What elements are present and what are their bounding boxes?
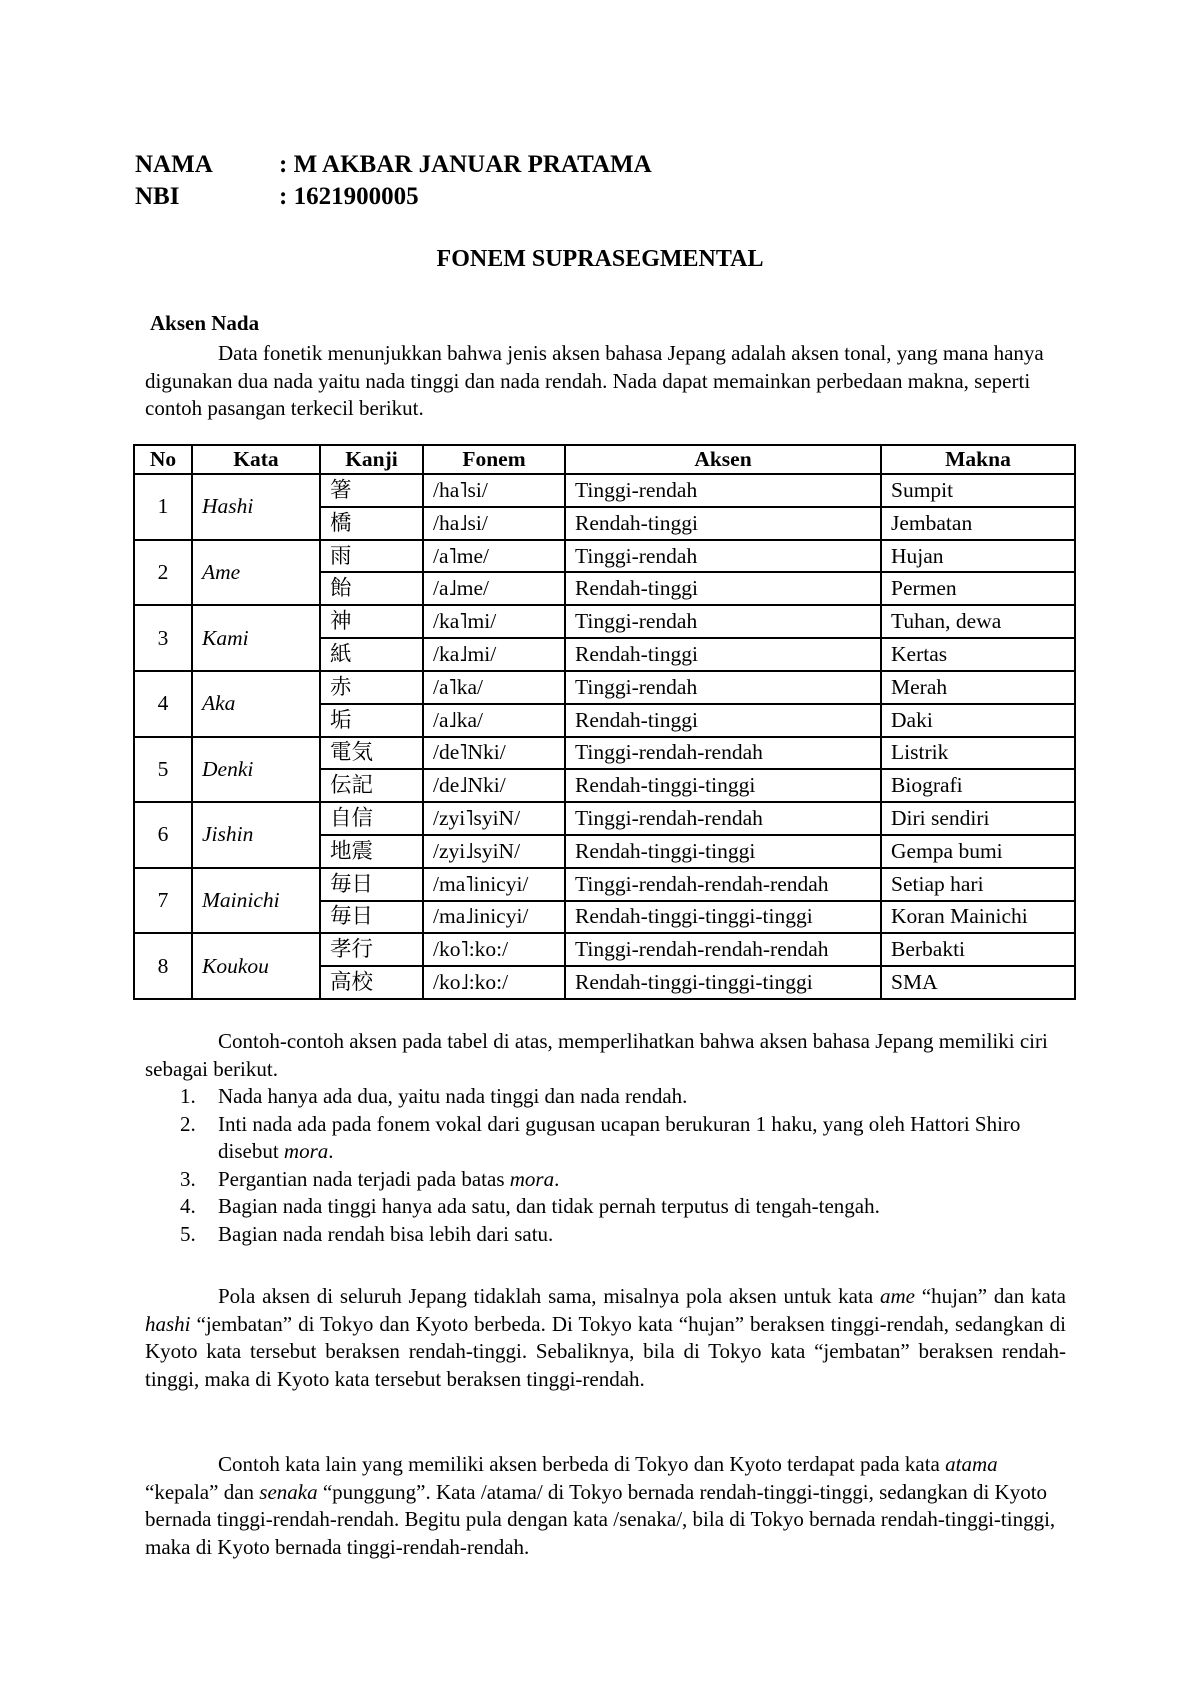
table-row [134,605,1075,638]
cell-kata: Jishin [192,802,320,868]
nbi-label: NBI [135,183,180,210]
cell-kata: Kami [192,605,320,671]
cell-fonem: /zyi˥syiN/ [423,802,565,835]
cell-no: 6 [134,802,192,868]
cell-fonem: /ma˥inicyi/ [423,868,565,901]
cell-kanji: 高校 [320,966,423,999]
cell-fonem: /ko˩:ko:/ [423,966,565,999]
list-item: 2. Inti nada ada pada fonem vokal dari gugusan ucapan berukuran 1 haku, yang oleh Hattori Shiro disebut mora. [180,1111,1021,1163]
cell-kanji: 神 [320,605,423,638]
cell-kata: Ame [192,540,320,606]
after-table-text: Contoh-contoh aksen pada tabel di atas, memperlihatkan bahwa aksen bahasa Jepang memiliki ciri sebagai berikut. [145,1029,1048,1081]
after-table-paragraph [145,1028,1066,1083]
pola-paragraph: Pola aksen di seluruh Jepang tidaklah sama, misalnya pola aksen untuk kata ame “hujan” dan kata hashi “jembatan” di Tokyo dan Kyoto berbeda. Di Tokyo kata “hujan” beraksen tinggi-rendah, sedangkan di Kyoto kata tersebut beraksen rendah-tinggi. Sebaliknya, bila di Tokyo kata “jembatan” beraksen rendah-tinggi, maka di Kyoto kata tersebut beraksen tinggi-rendah. [145,1284,1067,1391]
cell-kanji: 電気 [320,737,423,770]
cell-fonem: /de˥Nki/ [423,737,565,770]
cell-aksen: Rendah-tinggi [565,507,881,540]
cell-aksen: Tinggi-rendah [565,540,881,573]
cell-makna: Merah [881,671,1075,704]
cell-no: 8 [134,933,192,999]
cell-fonem: /ha˩si/ [423,507,565,540]
cell-kanji: 自信 [320,802,423,835]
cell-makna: Sumpit [881,474,1075,507]
cell-fonem: /ka˩mi/ [423,638,565,671]
cell-kanji: 毎日 [320,901,423,934]
cell-no: 5 [134,737,192,803]
cell-makna: Setiap hari [881,868,1075,901]
table-row [134,474,1075,507]
cell-kanji: 橋 [320,507,423,540]
cell-no: 1 [134,474,192,540]
cell-aksen: Tinggi-rendah [565,605,881,638]
list-item: 3. Pergantian nada terjadi pada batas mora. [180,1166,560,1191]
cell-kanji: 垢 [320,704,423,737]
cell-kanji: 箸 [320,474,423,507]
cell-aksen: Rendah-tinggi-tinggi-tinggi [565,901,881,934]
table-row [134,802,1075,835]
page-title: FONEM SUPRASEGMENTAL [436,246,764,272]
header-no: No [134,445,192,474]
cell-aksen: Tinggi-rendah-rendah-rendah [565,868,881,901]
cell-kata: Mainichi [192,868,320,934]
cell-kanji: 地震 [320,835,423,868]
cell-makna: Jembatan [881,507,1075,540]
cell-kata: Denki [192,737,320,803]
intro-text: Data fonetik menunjukkan bahwa jenis aksen bahasa Jepang adalah aksen tonal, yang mana hanya digunakan dua nada yaitu nada tinggi dan nada rendah. Nada dapat memainkan perbedaan makna, seperti contoh pasangan terkecil berikut. [145,341,1044,420]
cell-makna: Daki [881,704,1075,737]
list-item: 4. Bagian nada tinggi hanya ada satu, dan tidak pernah terputus di tengah-tengah. [180,1194,880,1218]
cell-no: 3 [134,605,192,671]
table-row [134,737,1075,770]
cell-fonem: /ko˥:ko:/ [423,933,565,966]
cell-fonem: /zyi˩syiN/ [423,835,565,868]
cell-kanji: 紙 [320,638,423,671]
header-kanji: Kanji [320,445,423,474]
header-makna: Makna [881,445,1075,474]
list-item: 5. Bagian nada rendah bisa lebih dari satu. [180,1221,554,1246]
cell-aksen: Rendah-tinggi-tinggi-tinggi [565,966,881,999]
cell-makna: Berbakti [881,933,1075,966]
cell-kanji: 孝行 [320,933,423,966]
cell-makna: Koran Mainichi [881,901,1075,934]
header-fonem: Fonem [423,445,565,474]
cell-makna: SMA [881,966,1075,999]
features-list [180,1083,1078,1248]
intro-paragraph [145,340,1066,423]
cell-fonem: /de˩Nki/ [423,769,565,802]
table-row [134,671,1075,704]
cell-kata: Hashi [192,474,320,540]
cell-fonem: /a˩me/ [423,572,565,605]
cell-no: 7 [134,868,192,934]
cell-fonem: /ma˩inicyi/ [423,901,565,934]
cell-kanji: 毎日 [320,868,423,901]
cell-makna: Listrik [881,737,1075,770]
cell-aksen: Tinggi-rendah-rendah [565,802,881,835]
cell-aksen: Tinggi-rendah-rendah [565,737,881,770]
nbi-value: : 1621900005 [279,183,419,210]
cell-makna: Kertas [881,638,1075,671]
nama-value: : M AKBAR JANUAR PRATAMA [279,151,652,178]
cell-aksen: Tinggi-rendah-rendah-rendah [565,933,881,966]
cell-kanji: 飴 [320,572,423,605]
table-row [134,868,1075,901]
cell-makna: Permen [881,572,1075,605]
cell-makna: Tuhan, dewa [881,605,1075,638]
cell-no: 2 [134,540,192,606]
table-header-row [134,445,1075,474]
cell-kata: Aka [192,671,320,737]
cell-no: 4 [134,671,192,737]
nama-label: NAMA [135,151,213,178]
cell-aksen: Rendah-tinggi-tinggi [565,835,881,868]
cell-fonem: /a˥me/ [423,540,565,573]
table-row [134,540,1075,573]
header-aksen: Aksen [565,445,881,474]
cell-fonem: /a˩ka/ [423,704,565,737]
contoh-paragraph: Contoh kata lain yang memiliki aksen berbeda di Tokyo dan Kyoto terdapat pada kata atama “kepala” dan senaka “punggung”. Kata /atama/ di Tokyo bernada rendah-tinggi-tinggi, sedangkan di Kyoto bernada tinggi-rendah-rendah. Begitu pula dengan kata /senaka/, bila di Tokyo bernada rendah-tinggi-tinggi, maka di Kyoto bernada tinggi-rendah-rendah. [145,1452,1056,1559]
cell-kanji: 雨 [320,540,423,573]
header-kata: Kata [192,445,320,474]
cell-aksen: Rendah-tinggi-tinggi [565,769,881,802]
cell-kata: Koukou [192,933,320,999]
cell-aksen: Tinggi-rendah [565,671,881,704]
cell-fonem: /ha˥si/ [423,474,565,507]
cell-makna: Hujan [881,540,1075,573]
cell-makna: Diri sendiri [881,802,1075,835]
cell-aksen: Rendah-tinggi [565,704,881,737]
table-row [134,933,1075,966]
cell-aksen: Tinggi-rendah [565,474,881,507]
cell-kanji: 伝記 [320,769,423,802]
section-title: Aksen Nada [150,311,260,335]
accent-table [133,444,1076,1000]
cell-makna: Gempa bumi [881,835,1075,868]
cell-makna: Biografi [881,769,1075,802]
cell-aksen: Rendah-tinggi [565,572,881,605]
cell-aksen: Rendah-tinggi [565,638,881,671]
cell-fonem: /ka˥mi/ [423,605,565,638]
list-item: 1. Nada hanya ada dua, yaitu nada tinggi dan nada rendah. [180,1084,688,1108]
cell-fonem: /a˥ka/ [423,671,565,704]
cell-kanji: 赤 [320,671,423,704]
